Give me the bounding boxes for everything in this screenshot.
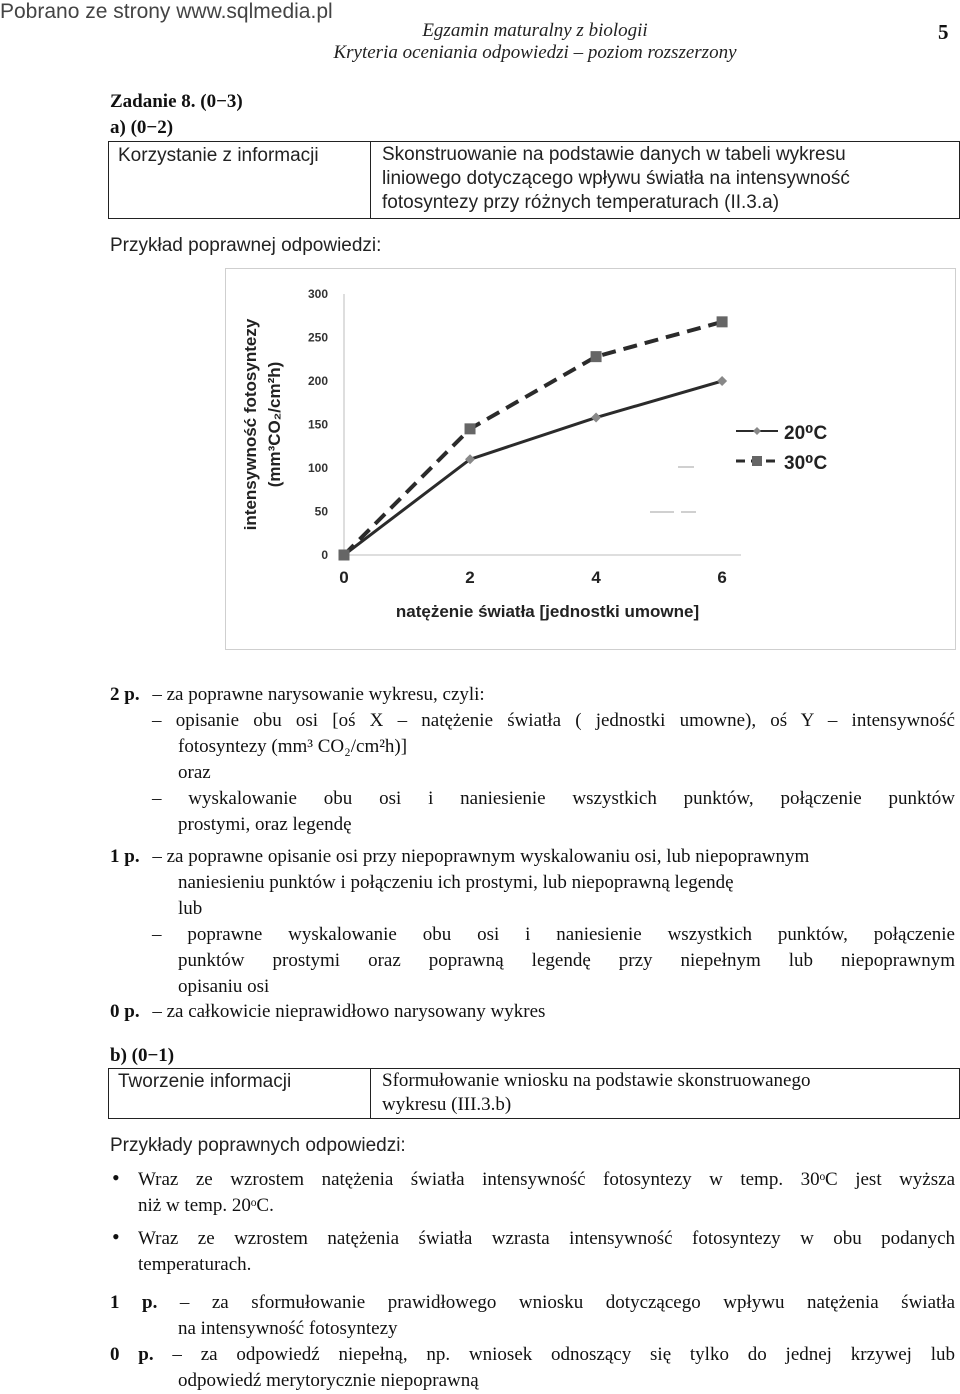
score-1p-line-2: naniesieniu punktów i połączeniu ich prostymi, lub niepoprawną legendę bbox=[178, 872, 734, 893]
score-0p bbox=[110, 999, 545, 1025]
y-tick-label-5: 250 bbox=[307, 330, 328, 345]
score-2p-item-2-line-1: – wyskalowanie obu osi i naniesienie wszystkich punktów, połączenie punktów bbox=[152, 788, 955, 809]
requirement-a-line-2: liniowego dotyczącego wpływu światła na intensywność bbox=[382, 168, 850, 189]
score-2p-text: – za poprawne narysowanie wykresu, czyli: bbox=[152, 684, 485, 705]
score-b-0p-label: 0 p. bbox=[110, 1344, 154, 1365]
bullet-2-line-2: temperaturach. bbox=[138, 1254, 252, 1275]
score-b-1p-line-1 bbox=[110, 1290, 955, 1316]
score-2p-item-2-line-2: prostymi, oraz legendę bbox=[178, 814, 352, 835]
series-1-point-2 bbox=[591, 351, 602, 362]
legend-label-0: 20⁰C bbox=[784, 423, 828, 444]
bullet-1-line-1: Wraz ze wzrostem natężenia światła intensywność fotosyntezy w temp. 30ᵒC jest wyższa bbox=[138, 1169, 955, 1190]
examples-label: Przykłady poprawnych odpowiedzi: bbox=[110, 1135, 406, 1156]
y-tick-label-3: 150 bbox=[307, 417, 328, 432]
requirement-b-line-1: Sformułowanie wniosku na podstawie skonstruowanego bbox=[382, 1070, 811, 1091]
y-axis-title-line-2: (mm³CO₂/cm²h) bbox=[265, 361, 284, 488]
requirement-a bbox=[382, 143, 850, 215]
bullet-1-marker: • bbox=[112, 1165, 120, 1190]
header bbox=[300, 20, 770, 64]
x-tick-label-1: 2 bbox=[465, 568, 475, 587]
bullet-2-line-1: Wraz ze wzrostem natężenia światła wzrasta intensywność fotosyntezy w obu podanych bbox=[138, 1228, 955, 1249]
bullet-1-line-2: niż w temp. 20ᵒC. bbox=[138, 1195, 274, 1216]
series-1-point-0 bbox=[339, 550, 350, 561]
series-1-point-3 bbox=[717, 316, 728, 327]
x-tick-label-0: 0 bbox=[339, 568, 349, 587]
header-line-1: Egzamin maturalny z biologii bbox=[422, 20, 648, 41]
chart-frame bbox=[225, 268, 956, 650]
y-tick-label-0: 0 bbox=[321, 548, 328, 562]
x-tick-label-2: 4 bbox=[591, 568, 601, 587]
example-label: Przykład poprawnej odpowiedzi: bbox=[110, 235, 382, 256]
score-1p bbox=[110, 844, 955, 870]
table-b-divider bbox=[370, 1068, 371, 1118]
score-2p-oraz: oraz bbox=[178, 762, 211, 783]
series-line-0 bbox=[344, 381, 722, 555]
score-1p-line-1: – za poprawne opisanie osi przy niepoprawnym wyskalowaniu osi, lub niepoprawnym bbox=[152, 846, 810, 867]
score-b-1p-text: – za sformułowanie prawidłowego wniosku dotyczącego wpływu natężenia światła bbox=[179, 1292, 956, 1313]
y-tick-label-6: 300 bbox=[307, 287, 328, 301]
series-0-point-3 bbox=[717, 376, 727, 386]
score-1p-item-line-2: punktów prostymi oraz poprawną legendę przy niepełnym lub niepoprawnym bbox=[178, 950, 955, 971]
series-0-point-2 bbox=[591, 413, 601, 423]
y-tick-label-4: 200 bbox=[307, 374, 328, 388]
score-0p-label: 0 p. bbox=[110, 1001, 140, 1022]
requirement-b bbox=[382, 1069, 811, 1117]
score-1p-lub: lub bbox=[178, 898, 203, 919]
y-axis-title-line-1: intensywność fotosyntezy bbox=[241, 318, 260, 531]
x-axis-title: natężenie światła [jednostki umowne] bbox=[395, 602, 700, 621]
y-tick-label-2: 100 bbox=[307, 461, 328, 475]
photosynthesis-chart bbox=[226, 269, 955, 649]
task-title: Zadanie 8. (0−3) bbox=[110, 91, 243, 112]
requirement-a-line-3: fotosyntezy przy różnych temperaturach (II.3.a) bbox=[382, 192, 780, 213]
legend-label-1: 30⁰C bbox=[784, 453, 828, 474]
score-2p-label: 2 p. bbox=[110, 684, 140, 705]
bullet-2-marker: • bbox=[112, 1224, 120, 1249]
score-2p bbox=[110, 682, 485, 708]
score-1p-item-line-3: opisaniu osi bbox=[178, 976, 270, 997]
page-number: 5 bbox=[938, 20, 949, 44]
series-1-point-1 bbox=[465, 423, 476, 434]
score-2p-item-1-line-1: – opisanie obu osi [oś X – natężenie światła ( jednostki umowne), oś Y – intensywność bbox=[152, 710, 955, 731]
score-b-1p-label: 1 p. bbox=[110, 1292, 158, 1313]
y-tick-label-1: 50 bbox=[314, 504, 328, 519]
legend-marker-0 bbox=[753, 427, 761, 435]
score-0p-text: – za całkowicie nieprawidłowo narysowany wykres bbox=[152, 1001, 546, 1022]
part-a-title: a) (0−2) bbox=[110, 117, 174, 138]
score-1p-label: 1 p. bbox=[110, 846, 140, 867]
requirement-a-line-1: Skonstruowanie na podstawie danych w tabeli wykresu bbox=[382, 144, 846, 165]
score-b-0p-line-1 bbox=[110, 1342, 955, 1368]
score-2p-item-1-line-2: fotosyntezy (mm³ CO₂/cm²h)] bbox=[178, 736, 408, 757]
table-divider bbox=[370, 141, 371, 218]
legend-marker-1 bbox=[752, 456, 762, 466]
x-tick-label-3: 6 bbox=[717, 568, 727, 587]
part-b-title: b) (0−1) bbox=[110, 1045, 175, 1066]
score-b-0p-text: – za odpowiedź niepełną, np. wniosek odnoszący się tylko do jednej krzywej lub bbox=[172, 1344, 956, 1365]
score-b-0p-line-2: odpowiedź merytorycznie niepoprawną bbox=[178, 1370, 479, 1391]
skill-label-a: Korzystanie z informacji bbox=[118, 145, 319, 166]
watermark: Pobrano ze strony www.sqlmedia.pl bbox=[0, 0, 333, 23]
header-line-2: Kryteria oceniania odpowiedzi – poziom rozszerzony bbox=[333, 42, 737, 63]
skill-label-b: Tworzenie informacji bbox=[118, 1071, 292, 1092]
requirement-b-line-2: wykresu (III.3.b) bbox=[382, 1094, 512, 1115]
score-1p-item-line-1: – poprawne wyskalowanie obu osi i naniesienie wszystkich punktów, połączenie bbox=[152, 924, 955, 945]
score-b-1p-line-2: na intensywność fotosyntezy bbox=[178, 1318, 398, 1339]
